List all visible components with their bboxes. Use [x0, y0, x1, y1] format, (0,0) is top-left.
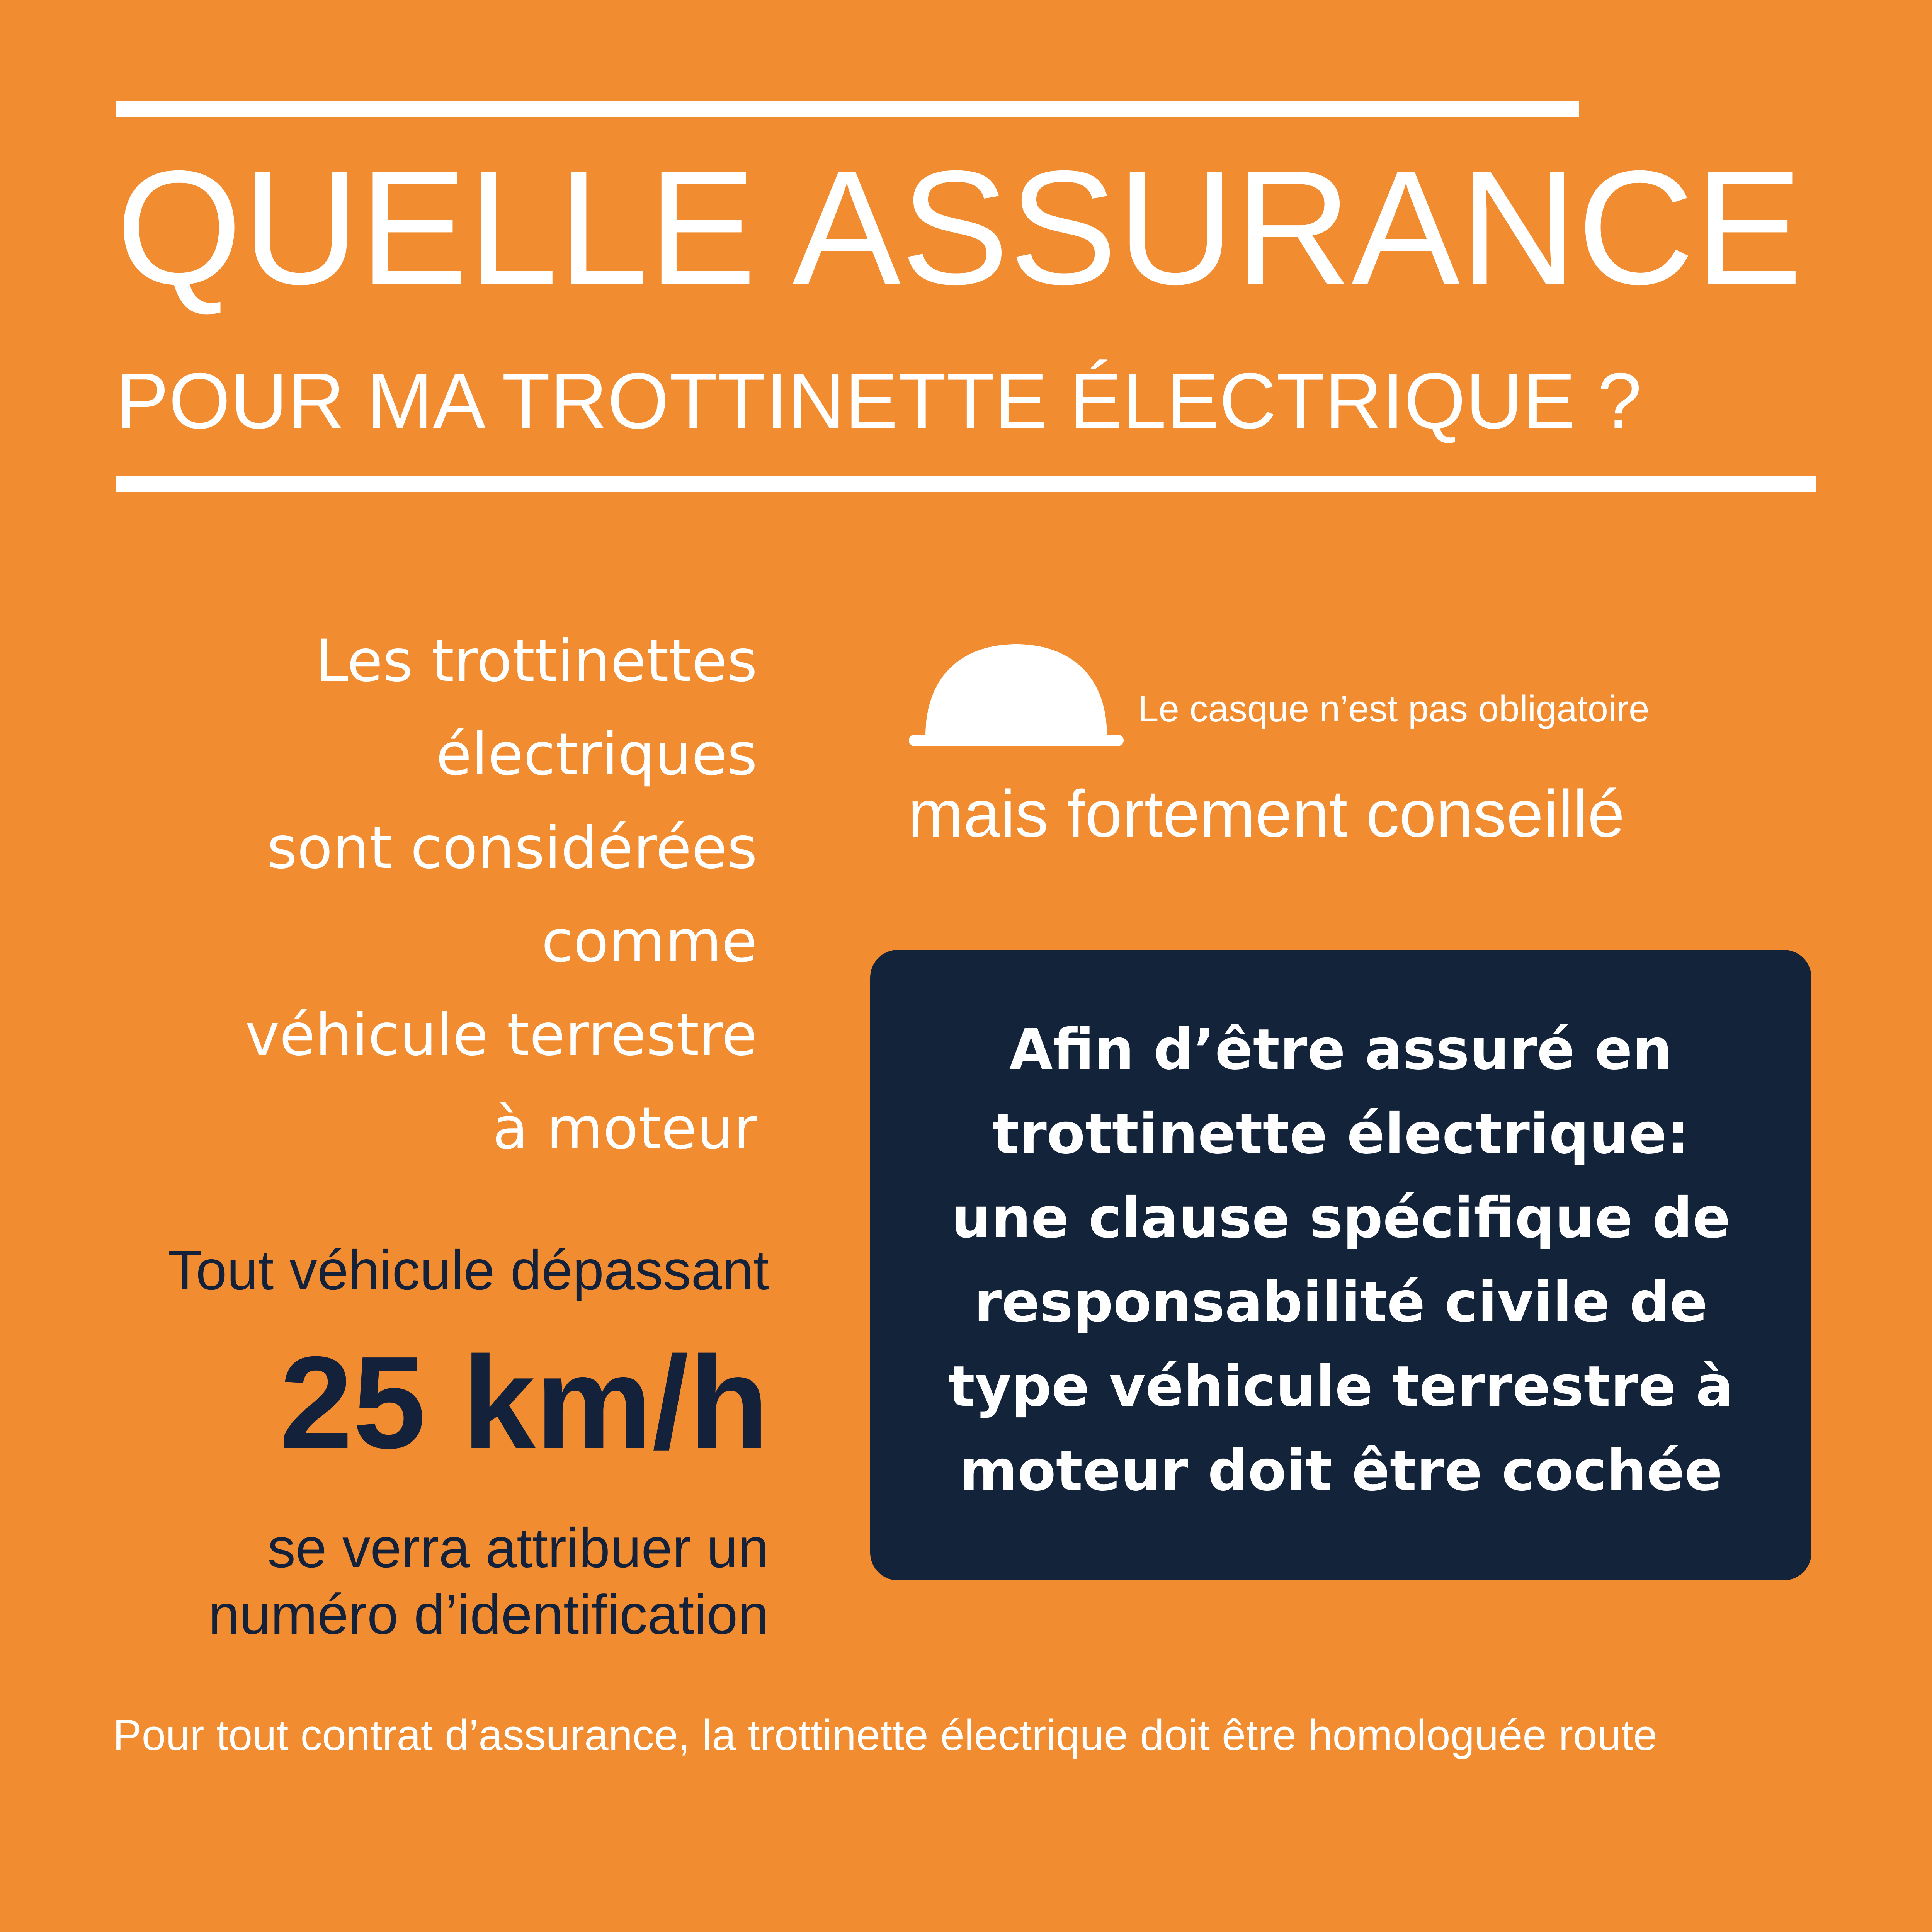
statement-line: électriques [436, 721, 757, 788]
info-box-line: moteur doit être cochée [959, 1438, 1723, 1503]
footer-note: Pour tout contrat d’assurance, la trottinette électrique doit être homologuée route [113, 1711, 1658, 1759]
speed-after-line: numéro d’identification [208, 1583, 769, 1646]
helmet-optional-note: Le casque n’est pas obligatoire [1138, 688, 1650, 730]
bottom-divider [116, 476, 1816, 492]
info-box-line: type véhicule terrestre à [948, 1354, 1734, 1419]
statement-line: comme [541, 908, 757, 975]
helmet-dome [925, 644, 1107, 737]
helmet-brim [909, 735, 1124, 746]
helmet-icon [904, 639, 1128, 750]
info-box-line: responsabilité civile de [974, 1270, 1708, 1335]
vehicle-classification-statement [23, 614, 757, 1175]
info-box-line: une clause spécifique de [951, 1185, 1731, 1251]
info-box-line: trottinette électrique: [992, 1101, 1689, 1167]
page-subtitle: POUR MA TROTTINETTE ÉLECTRIQUE ? [116, 357, 1642, 445]
statement-line: sont considérées [267, 815, 757, 882]
info-box-line: Afin d’être assuré en [1009, 1017, 1672, 1082]
statement-line: véhicule terrestre [245, 1002, 757, 1069]
page-title: QUELLE ASSURANCE [116, 137, 1803, 318]
top-divider [116, 101, 1579, 117]
speed-after-line: se verra attribuer un [267, 1517, 769, 1579]
speed-intro-text: Tout véhicule dépassant [168, 1239, 769, 1301]
statement-line: Les trottinettes [316, 628, 757, 695]
insurance-clause-box [870, 950, 1811, 1580]
statement-line: à moteur [492, 1095, 757, 1162]
helmet-advice-text: mais fortement conseillé [908, 777, 1625, 851]
speed-limit-value: 25 km/h [279, 1329, 769, 1476]
identification-number-text [208, 1515, 769, 1648]
